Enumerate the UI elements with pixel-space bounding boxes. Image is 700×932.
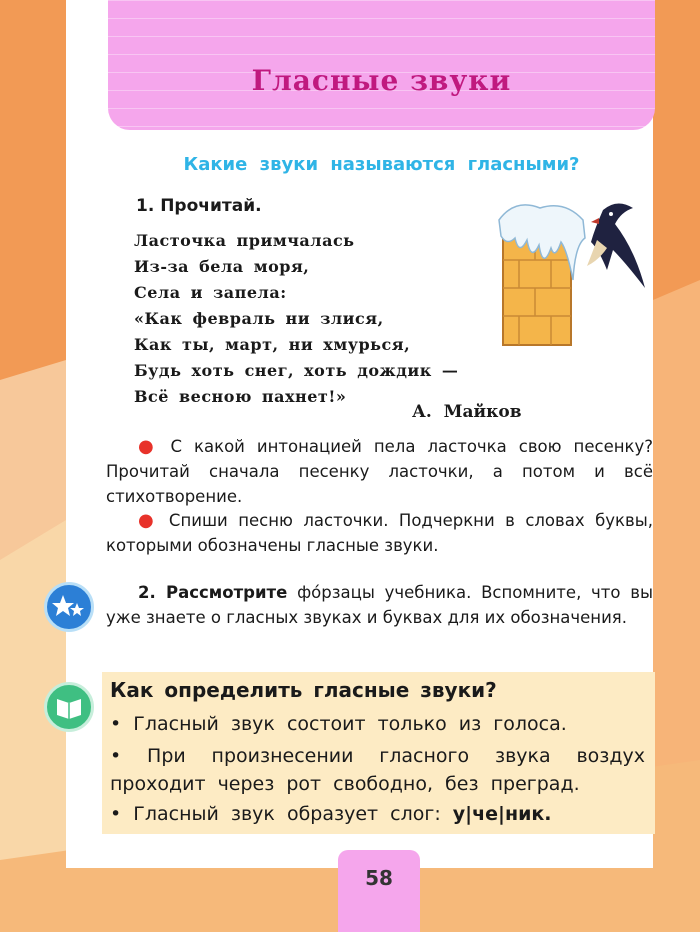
rule-item (110, 800, 645, 828)
bullet-dot: ● (138, 510, 159, 531)
task2-paragraph (106, 580, 653, 630)
poem (134, 228, 554, 410)
rule-item-3-text: Гласный звук образует слог: (133, 803, 441, 825)
swallow-illustration (495, 190, 655, 350)
poem-line: Как ты, март, ни хмурься, (134, 335, 411, 354)
task2-label: 2. Рассмотрите (138, 583, 288, 602)
page-number-tab (338, 850, 420, 932)
poem-line: Всё весною пахнет!» (134, 387, 347, 406)
task1-question-1 (106, 434, 653, 509)
bullet-icon: • (110, 713, 134, 735)
section-question: Какие звуки называются гласными? (183, 154, 580, 175)
poem-line: Будь хоть снег, хоть дождик — (134, 361, 459, 380)
poem-author: А. Майков (412, 402, 522, 422)
task1-label: 1. Прочитай. (136, 196, 262, 216)
task1-bullet-1-text: С какой интонацией пела ласточка свою песенку? Прочитай сначала песенку ласточки, а потом и всё стихотворение. (106, 437, 653, 506)
task1-question-2 (106, 508, 653, 558)
page-number: 58 (365, 866, 393, 890)
poem-line: Села и запела: (134, 283, 287, 302)
page-title: Гласные звуки (251, 64, 512, 97)
poem-line: «Как февраль ни злися, (134, 309, 384, 328)
bullet-icon: • (110, 745, 148, 767)
task1-bullet-2-text: Спиши песню ласточки. Подчеркни в словах буквы, которыми обозначены гласные звуки. (106, 511, 653, 555)
syllable-example: у|че|ник. (452, 803, 552, 825)
rule-item (110, 742, 645, 798)
bullet-icon: • (110, 803, 134, 825)
stars-icon (44, 582, 94, 632)
book-icon (44, 682, 94, 732)
bullet-dot: ● (138, 436, 161, 457)
poem-line: Ласточка примчалась (134, 231, 355, 250)
task2-text: фо́рзацы учебника. Вспомните, что вы уже знаете о гласных звуках и буквах для их обозначения. (106, 583, 654, 627)
rule-item-2-text: При произнесении гласного звука воздух проходит через рот свободно, без преград. (110, 745, 645, 795)
rule-title: Как определить гласные звуки? (110, 678, 497, 702)
poem-line: Из-за бела моря, (134, 257, 310, 276)
rule-item (110, 710, 645, 738)
rule-item-1-text: Гласный звук состоит только из голоса. (133, 713, 567, 735)
